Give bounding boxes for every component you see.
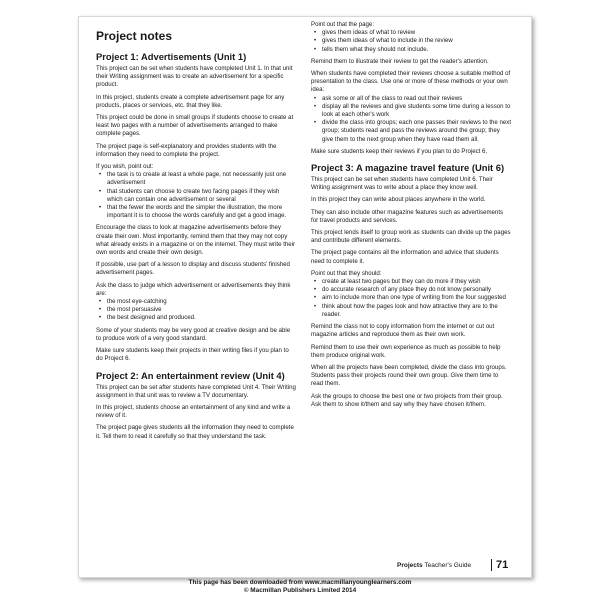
paragraph: Remind them to illustrate their review to get the reader's attention. xyxy=(311,57,489,65)
page-number: 71 xyxy=(491,559,508,571)
list-item: • the task is to create at least a whole page, not necessarily just one advertisement xyxy=(96,171,296,187)
paragraph: This project can be set when students have completed Unit 6. Their Writing assignment was to write about a place they know well. xyxy=(311,176,493,192)
project2-heading: Project 2: An entertainment review (Unit 4) xyxy=(96,369,285,381)
paragraph: Remind them to use their own experience as much as possible to help them produce original work. xyxy=(311,343,501,359)
list-item: • that the fewer the words and the simpler the illustration, the more important it is to choose the words carefully and get a good image. xyxy=(96,204,296,220)
footer-section: Projects xyxy=(397,562,423,569)
paragraph: In this project they can write about places anywhere in the world. xyxy=(311,196,486,204)
paragraph: This project can be set when students have completed Unit 1. In that unit their Writing assignment was to create an advertisement for a specific product. xyxy=(96,65,293,89)
list-item: • display all the reviews and give students some time during a lesson to look at each other's work xyxy=(311,103,511,119)
list-item: • create at least two pages but they can do more if they wish xyxy=(311,278,511,286)
paragraph: Remind the class not to copy information from the internet or cut out magazine articles and reproduce them as their own work. xyxy=(311,323,495,339)
paragraph: The project page contains all the information and advice that students need to complete it. xyxy=(311,249,499,265)
bullet-list xyxy=(311,278,511,319)
bullet-list xyxy=(311,95,511,144)
paragraph: Point out that they should: xyxy=(311,269,382,277)
bullet-list xyxy=(96,298,296,323)
list-item: • that students can choose to create two facing pages if they wish which can contain one advertisement or several xyxy=(96,188,296,204)
page-footer xyxy=(397,562,471,569)
list-item: • aim to include more than one type of writing from the four suggested xyxy=(311,294,511,302)
paragraph: Encourage the class to look at magazine advertisements before they create their own. Most importantly, remind them that they may not copy what already exists in a magazine or on the internet. They must write their own words and create their own design. xyxy=(96,224,296,257)
right-column xyxy=(311,21,511,413)
project3-heading: Project 3: A magazine travel feature (Unit 6) xyxy=(311,162,505,174)
list-item: • gives them ideas of what to include in the review xyxy=(311,37,511,45)
paragraph: The project page is self-explanatory and provides students with the information they need to complete the project. xyxy=(96,142,277,158)
paragraph: When all the projects have been completed, divide the class into groups. Students pass their projects round their own group. Give them time to read them. xyxy=(311,363,507,388)
paragraph: The project page gives students all the information they need to complete it. Tell them to read it carefully so that they understand the task. xyxy=(96,424,294,440)
footer-guide: Teacher's Guide xyxy=(424,562,472,569)
list-item: • think about how the pages look and how attractive they are to the reader. xyxy=(311,303,511,319)
document-page xyxy=(78,16,532,578)
copyright-notice: © Macmillan Publishers Limited 2014 xyxy=(243,587,357,594)
paragraph: In this project, students create a complete advertisement page for any products, places or services, etc. that they like. xyxy=(96,93,285,109)
paragraph: They can also include other magazine features such as advertisements for travel products and services. xyxy=(311,208,504,224)
list-item: • do accurate research of any place they do not know personally xyxy=(311,286,511,294)
list-item: • the best designed and produced. xyxy=(96,314,296,322)
bullet-list xyxy=(311,29,511,54)
paragraph: Point out that the page: xyxy=(311,21,375,28)
left-column xyxy=(96,27,296,445)
paragraph: This project lends itself to group work as students can divide up the pages and contribute different elements. xyxy=(311,229,511,245)
paragraph: This project could be done in small groups if students choose to create at least two pages with a number of advertisements arranged to make complete pages. xyxy=(96,114,294,138)
page-title: Project notes xyxy=(96,29,173,43)
paragraph: Some of your students may be very good at creative design and be able to produce work of a very good standard. xyxy=(96,326,291,342)
paragraph: If possible, use part of a lesson to display and discuss students' finished advertisement pages. xyxy=(96,261,290,277)
list-item: • ask some or all of the class to read out their reviews xyxy=(311,95,511,103)
paragraph: In this project, students choose an entertainment of any kind and write a review of it. xyxy=(96,403,291,420)
paragraph: Ask the groups to choose the best one or two projects from their group. Ask them to show it/them and say why they have chosen it/them. xyxy=(311,392,503,408)
list-item: • gives them ideas of what to review xyxy=(311,29,511,37)
list-item: • the most eye-catching xyxy=(96,298,296,306)
paragraph: Ask the class to judge which advertisement or advertisements they think are: xyxy=(96,281,291,297)
paragraph: Make sure students keep their projects in their writing files if you plan to do Project 6. xyxy=(96,347,289,363)
list-item: • divide the class into groups; each one passes their reviews to the next group; students read and pass the reviews around the group; they give them to the next group when they have read them all. xyxy=(311,119,511,144)
paragraph: This project can be set after students have completed Unit 4. Their Writing assignment in that unit was to review a TV documentary. xyxy=(96,383,296,399)
bullet-list xyxy=(96,171,296,220)
project1-heading: Project 1: Advertisements (Unit 1) xyxy=(96,51,247,62)
download-notice: This page has been downloaded from www.macmillanyounglearners.com xyxy=(188,579,412,586)
paragraph: If you wish, point out: xyxy=(96,163,154,171)
list-item: • the most persuasive xyxy=(96,306,296,314)
list-item: • tells them what they should not include. xyxy=(311,46,511,54)
paragraph: When students have completed their reviews choose a suitable method of presentation to the class. Use one or more of these methods or your own idea: xyxy=(311,70,511,94)
paragraph: Make sure students keep their reviews if you plan to do Project 6. xyxy=(311,147,488,155)
